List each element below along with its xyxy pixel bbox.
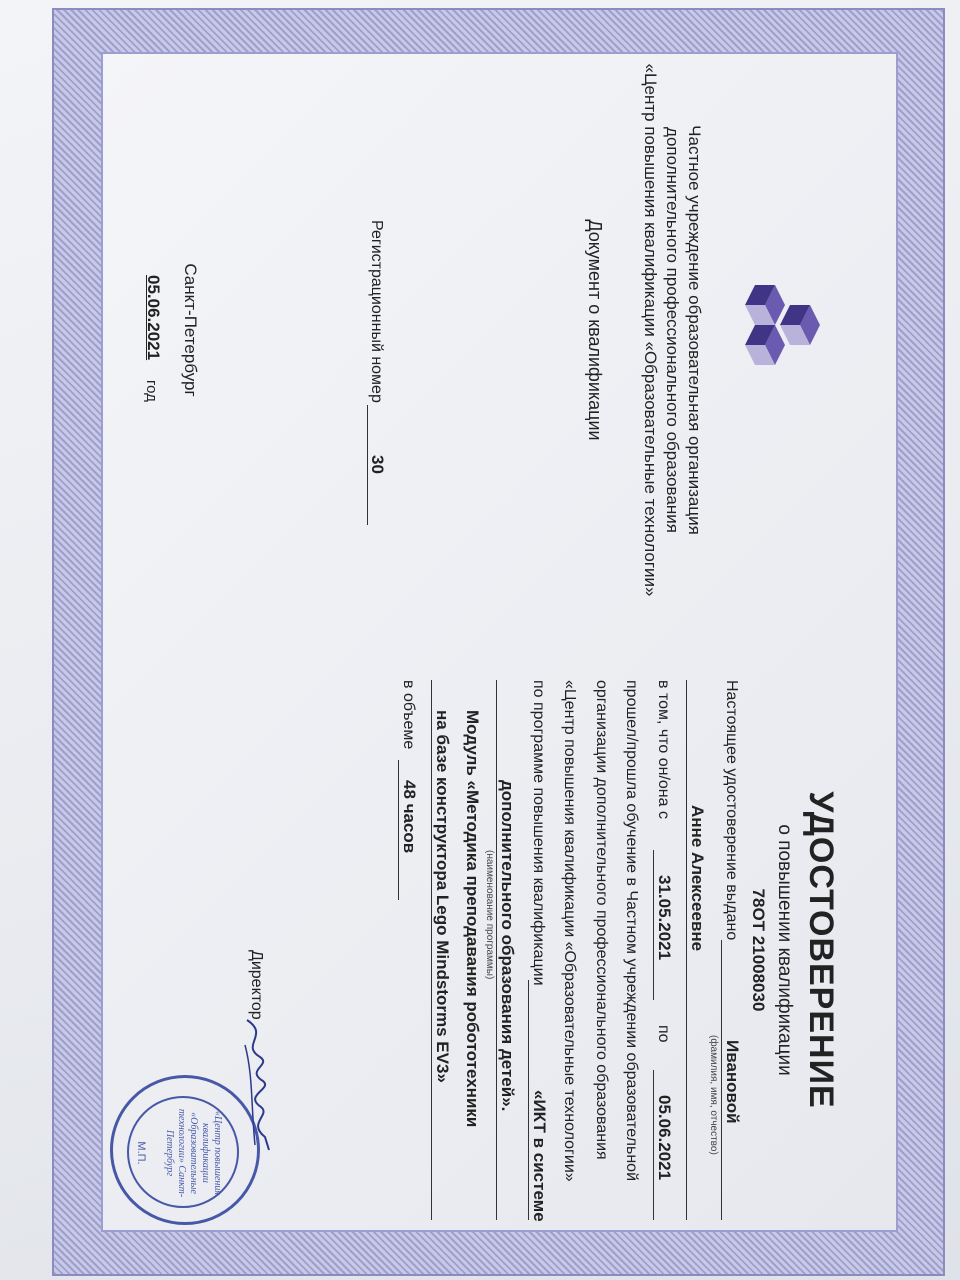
certificate-number: 78ОТ 21008030 [749,888,768,1012]
given-name-line [686,680,687,1220]
volume-label: в объеме [400,680,417,750]
organization-name [639,30,705,630]
program-label: по программе повышения квалификации [530,680,547,986]
left-page [0,30,960,630]
period-prefix: в том, что он/она с [655,680,672,819]
issued-label: Настоящее удостоверение выдано [723,680,740,941]
director-label: Директор [248,950,265,1020]
study-line-2: организации дополнительного профессионального образования [593,680,610,1160]
program-title-2: дополнительного образования детей». [498,780,517,1112]
program-line-c [431,680,432,1220]
date-to: 05.06.2021 [655,1095,674,1181]
year-label: год [143,380,160,402]
study-line-1: прошел/прошла обучение в Частном учреждении образовательной [623,680,640,1182]
stamp-text: «Центр повышения квалификации «Образовательные технологии» Санкт-Петербург [164,1108,223,1198]
certificate-subtitle: о повышении квалификации [774,824,795,1076]
certificate-title: УДОСТОВЕРЕНИЕ [802,791,840,1109]
program-line-b [496,680,497,1220]
program-title-1: «ИКТ в системе [530,1090,549,1222]
date-from: 31.05.2021 [655,875,674,961]
registration-label: Регистрационный номер [368,220,385,403]
stamp-mp: М.П. [135,1141,147,1165]
right-page [0,650,960,1250]
org-line-1: Частное учреждение образовательная организация [685,125,704,535]
program-caption: (наименование программы) [484,850,495,980]
issue-date: 05.06.2021 [144,275,163,361]
program-title-4: на базе конструктора Lego Mindstorms EV3» [433,710,452,1083]
official-stamp [110,1075,260,1225]
recipient-given-name: Анне Алексеевне [688,805,707,952]
org-line-2: дополнительного профессионального образования [663,127,682,533]
document-type: Документ о квалификации [585,219,605,441]
org-line-3: «Центр повышения квалификации «Образовательные технологии» [641,63,660,597]
city: Санкт-Петербург [181,263,200,397]
organization-logo-icon [710,275,820,395]
recipient-surname: Ивановой [723,1040,742,1124]
study-line-3: «Центр повышения квалификации «Образовательные технологии» [561,680,578,1182]
program-title-3: Модуль «Методика преподавания робототехники [463,710,482,1128]
period-to: по [655,1025,672,1043]
volume-value: 48 часов [400,780,419,854]
registration-number: 30 [368,455,387,474]
name-caption: (фамилия, имя, отчество) [708,1035,719,1155]
